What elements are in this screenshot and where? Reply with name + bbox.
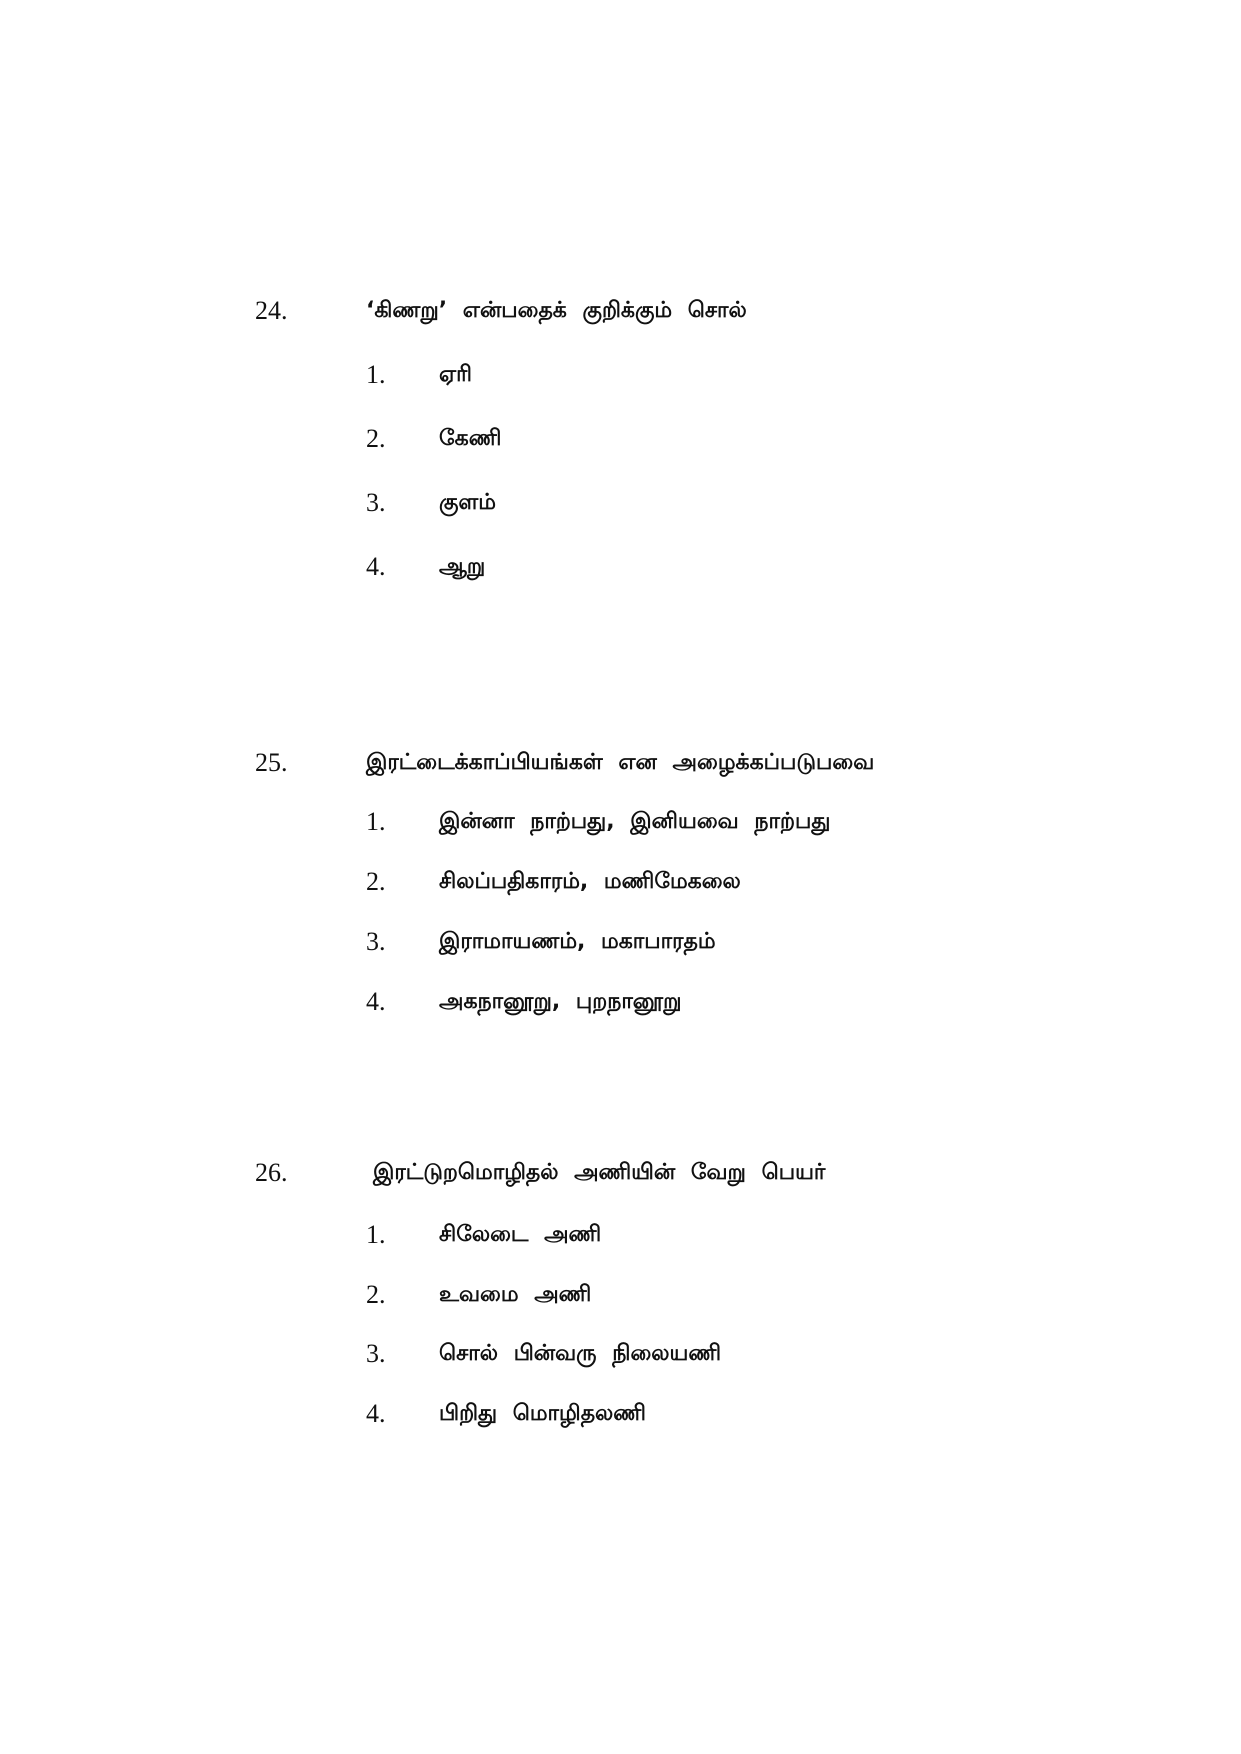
option-number: 3.: [366, 488, 386, 517]
question-26-option-1: [0, 1220, 1241, 1250]
option-number: 1.: [366, 1220, 386, 1249]
option-number: 4.: [366, 552, 386, 581]
option-number: 4.: [366, 1399, 386, 1428]
option-text: சிலேடை அணி: [439, 1222, 602, 1247]
question-25-option-4: [0, 987, 1241, 1017]
option-text: அகநானூறு, புறநானூறு: [439, 989, 682, 1014]
question-text: இரட்டைக்காப்பியங்கள் என அழைக்கப்படுபவை: [366, 750, 875, 775]
option-number: 4.: [366, 987, 386, 1016]
option-number: 3.: [366, 927, 386, 956]
question-text: ‘கிணறு’ என்பதைக் குறிக்கும் சொல்: [366, 298, 747, 323]
question-24-option-3: [0, 488, 1241, 518]
question-26-option-4: [0, 1399, 1241, 1429]
option-text: கேணி: [439, 426, 502, 451]
option-number: 2.: [366, 424, 386, 453]
question-26-option-2: [0, 1280, 1241, 1310]
option-number: 2.: [366, 1280, 386, 1309]
question-26-option-3: [0, 1339, 1241, 1369]
question-number: 24.: [255, 296, 288, 325]
question-text: இரட்டுறமொழிதல் அணியின் வேறு பெயர்: [373, 1160, 826, 1185]
question-24-option-4: [0, 552, 1241, 582]
question-25-option-3: [0, 927, 1241, 957]
option-text: உவமை அணி: [439, 1282, 592, 1307]
option-number: 3.: [366, 1339, 386, 1368]
option-number: 1.: [366, 360, 386, 389]
question-number: 26.: [255, 1158, 288, 1187]
question-25-option-1: [0, 807, 1241, 837]
option-number: 1.: [366, 807, 386, 836]
question-25-option-2: [0, 867, 1241, 897]
option-text: இராமாயணம், மகாபாரதம்: [439, 929, 716, 954]
option-text: ஆறு: [439, 554, 486, 579]
question-24-option-1: [0, 360, 1241, 390]
option-text: சிலப்பதிகாரம், மணிமேகலை: [439, 869, 741, 894]
question-number: 25.: [255, 748, 288, 777]
option-text: குளம்: [439, 490, 496, 515]
question-24-option-2: [0, 424, 1241, 454]
option-text: இன்னா நாற்பது, இனியவை நாற்பது: [439, 809, 831, 834]
option-text: பிறிது மொழிதலணி: [439, 1401, 647, 1426]
option-text: சொல் பின்வரு நிலையணி: [439, 1341, 722, 1366]
option-text: ஏரி: [439, 362, 472, 387]
option-number: 2.: [366, 867, 386, 896]
